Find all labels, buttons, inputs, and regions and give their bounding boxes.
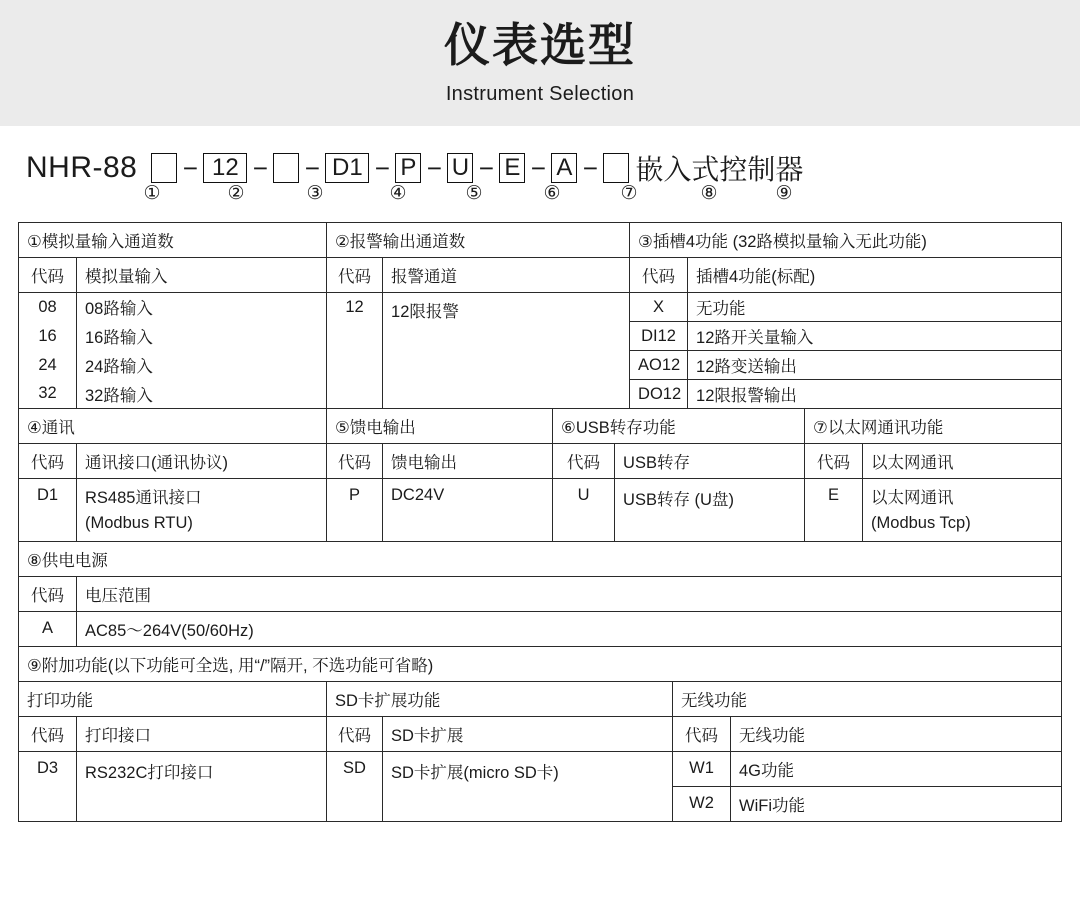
section9-group3-col-code: 代码 (673, 716, 731, 751)
table-row (19, 646, 1062, 681)
model-slot-1[interactable] (151, 153, 177, 183)
table-row (19, 444, 1062, 479)
section1-code-2: 16 (19, 322, 77, 351)
section5-col-desc: 馈电输出 (383, 444, 553, 479)
page-header (0, 0, 1080, 126)
index-9: ⑨ (775, 183, 793, 204)
section9-group1-name: 打印功能 (19, 681, 327, 716)
section-group-8 (18, 541, 1062, 647)
section2-desc-1: 12限报警 (383, 293, 630, 409)
section4-code-1: D1 (19, 479, 77, 542)
section7-title: ⑦以太网通讯功能 (805, 409, 1062, 444)
section9-group2-desc-1: SD卡扩展(micro SD卡) (383, 751, 673, 821)
section5-desc-1: DC24V (383, 479, 553, 542)
section6-col-desc: USB转存 (615, 444, 805, 479)
section1-desc-3: 24路输入 (77, 351, 327, 380)
section4-desc-1 (77, 479, 327, 542)
model-dash-8: − (582, 152, 598, 183)
section7-desc-1 (863, 479, 1062, 542)
section7-col-desc: 以太网通讯 (863, 444, 1062, 479)
section2-title: ②报警输出通道数 (327, 223, 630, 258)
section9-group1-code-1: D3 (19, 751, 77, 821)
table-row (19, 479, 1062, 542)
model-prefix: NHR-88 (26, 151, 138, 184)
section-group-4-7 (18, 408, 1062, 542)
section4-col-desc: 通讯接口(通讯协议) (77, 444, 327, 479)
section2-code-1: 12 (327, 293, 383, 409)
model-code-row (18, 126, 1062, 185)
section9-group2-col-desc: SD卡扩展 (383, 716, 673, 751)
section9-title: ⑨附加功能(以下功能可全选, 用“/”隔开, 不选功能可省略) (19, 646, 1062, 681)
section9-group1-col-code: 代码 (19, 716, 77, 751)
table-row (19, 576, 1062, 611)
section3-code-3: AO12 (630, 351, 688, 380)
table-row (19, 258, 1062, 293)
model-slot-8[interactable]: A (551, 153, 577, 183)
section2-col-desc: 报警通道 (383, 258, 630, 293)
model-dash-7: − (530, 152, 546, 183)
section8-col-desc: 电压范围 (77, 576, 1062, 611)
section3-desc-1: 无功能 (688, 293, 1062, 322)
section9-group3-code-2: W2 (673, 786, 731, 821)
model-slot-9[interactable] (603, 153, 629, 183)
section3-code-2: DI12 (630, 322, 688, 351)
index-3: ③ (306, 183, 324, 204)
section8-col-code: 代码 (19, 576, 77, 611)
table-sections-1-3 (18, 222, 1062, 409)
section3-code-4: DO12 (630, 380, 688, 409)
index-1: ① (143, 183, 161, 204)
section8-title: ⑧供电电源 (19, 541, 1062, 576)
section1-code-3: 24 (19, 351, 77, 380)
section3-col-code: 代码 (630, 258, 688, 293)
section1-title: ①模拟量输入通道数 (19, 223, 327, 258)
model-suffix: 嵌入式控制器 (635, 154, 804, 185)
selection-sheet (0, 126, 1080, 911)
model-dash-4: − (374, 152, 390, 183)
model-slot-3[interactable] (273, 153, 299, 183)
section8-code-1: A (19, 611, 77, 646)
section2-col-code: 代码 (327, 258, 383, 293)
section3-col-desc: 插槽4功能(标配) (688, 258, 1062, 293)
section5-title: ⑤馈电输出 (327, 409, 553, 444)
section6-desc-1: USB转存 (U盘) (615, 479, 805, 542)
section6-title: ⑥USB转存功能 (553, 409, 805, 444)
section3-desc-2: 12路开关量输入 (688, 322, 1062, 351)
section3-desc-3: 12路变送输出 (688, 351, 1062, 380)
section9-group3-col-desc: 无线功能 (731, 716, 1062, 751)
section9-group1-col-desc: 打印接口 (77, 716, 327, 751)
section9-group2-code-1: SD (327, 751, 383, 821)
table-row (19, 681, 1062, 716)
section1-col-desc: 模拟量输入 (77, 258, 327, 293)
section-group-9 (18, 646, 1062, 822)
section3-title: ③插槽4功能 (32路模拟量输入无此功能) (630, 223, 1062, 258)
table-row (19, 293, 1062, 322)
section9-group3-code-1: W1 (673, 751, 731, 786)
section6-col-code: 代码 (553, 444, 615, 479)
model-dash-2: − (252, 152, 268, 183)
section8-desc-1: AC85～264V(50/60Hz) (77, 611, 1062, 646)
table-row (19, 409, 1062, 444)
section1-col-code: 代码 (19, 258, 77, 293)
section6-code-1: U (553, 479, 615, 542)
section1-desc-1: 08路输入 (77, 293, 327, 322)
index-5: ⑤ (465, 183, 483, 204)
model-slot-6[interactable]: U (447, 153, 473, 183)
table-row (19, 223, 1062, 258)
section4-desc-1-line1: RS485通讯接口 (85, 489, 202, 507)
section9-group2-col-code: 代码 (327, 716, 383, 751)
table-section-9 (18, 646, 1062, 822)
section4-desc-1-line2: (Modbus RTU) (85, 513, 193, 532)
section1-code-1: 08 (19, 293, 77, 322)
model-dash-3: − (304, 152, 320, 183)
section9-group2-name: SD卡扩展功能 (327, 681, 673, 716)
index-8: ⑧ (700, 183, 718, 204)
table-sections-4-7 (18, 408, 1062, 542)
section3-desc-4: 12限报警输出 (688, 380, 1062, 409)
table-row (19, 716, 1062, 751)
section-group-1-3 (18, 222, 1062, 409)
section7-code-1: E (805, 479, 863, 542)
section1-desc-4: 32路输入 (77, 380, 327, 409)
model-index-row (18, 182, 1062, 216)
section4-col-code: 代码 (19, 444, 77, 479)
table-row (19, 541, 1062, 576)
table-row (19, 751, 1062, 786)
model-dash-6: − (478, 152, 494, 183)
table-section-8 (18, 541, 1062, 647)
section5-col-code: 代码 (327, 444, 383, 479)
section9-group3-desc-2: WiFi功能 (731, 786, 1062, 821)
section7-col-code: 代码 (805, 444, 863, 479)
model-slot-4[interactable]: D1 (325, 153, 369, 183)
section7-desc-1-line2: (Modbus Tcp) (871, 513, 971, 532)
section7-desc-1-line1: 以太网通讯 (871, 489, 954, 507)
section3-code-1: X (630, 293, 688, 322)
section9-group3-name: 无线功能 (673, 681, 1062, 716)
page-title: 仪表选型 (444, 19, 636, 71)
index-6: ⑥ (543, 183, 561, 204)
section4-title: ④通讯 (19, 409, 327, 444)
index-4: ④ (389, 183, 407, 204)
index-7: ⑦ (620, 183, 638, 204)
section9-group1-desc-1: RS232C打印接口 (77, 751, 327, 821)
model-dash-1: − (182, 152, 198, 183)
index-2: ② (227, 183, 245, 204)
section5-code-1: P (327, 479, 383, 542)
table-row (19, 611, 1062, 646)
page-subtitle: Instrument Selection (445, 82, 635, 105)
model-slot-7[interactable]: E (499, 153, 525, 183)
section1-code-4: 32 (19, 380, 77, 409)
section1-desc-2: 16路输入 (77, 322, 327, 351)
model-slot-2[interactable]: 12 (203, 153, 247, 183)
section9-group3-desc-1: 4G功能 (731, 751, 1062, 786)
model-slot-5[interactable]: P (395, 153, 421, 183)
model-dash-5: − (426, 152, 442, 183)
